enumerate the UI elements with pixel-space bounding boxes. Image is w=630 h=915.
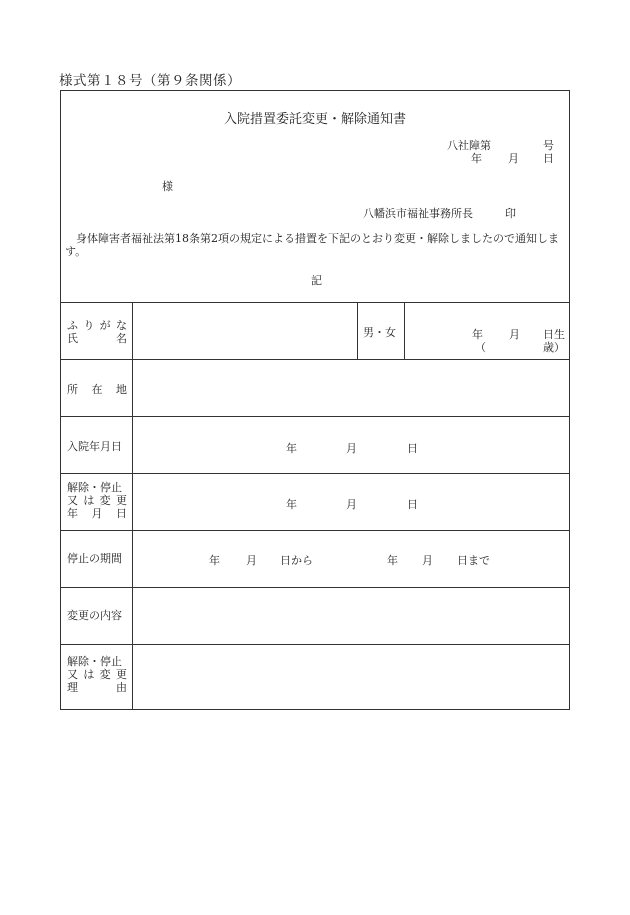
admission-day: 日: [407, 442, 418, 455]
change-year: 年: [286, 498, 297, 511]
suspension-to-day: 日まで: [457, 554, 490, 567]
row-divider: [61, 644, 569, 645]
gender-select: 男・女: [363, 326, 396, 339]
furigana-label: ふ り が な 氏 名: [67, 319, 127, 345]
row-divider: [61, 587, 569, 588]
row-divider: [61, 530, 569, 531]
admission-year: 年: [286, 442, 297, 455]
row-divider: [61, 473, 569, 474]
row-divider: [61, 302, 569, 303]
suspension-from-day: 日から: [280, 554, 313, 567]
seal-mark: 印: [505, 207, 516, 220]
address-label: 所 在 地: [67, 383, 127, 396]
change-month: 月: [346, 498, 357, 511]
ki-label: 記: [311, 274, 322, 287]
change-day: 日: [407, 498, 418, 511]
form-number: 様式第１８号（第９条関係）: [59, 73, 241, 89]
suspension-to-year: 年: [387, 554, 398, 567]
suspension-from-month: 月: [246, 554, 257, 567]
admission-month: 月: [346, 442, 357, 455]
issuer-name: 八幡浜市福祉事務所長: [363, 207, 473, 220]
date-month: 月: [508, 152, 519, 165]
row-divider: [61, 359, 569, 360]
birth-month: 月: [509, 328, 520, 341]
birth-year: 年: [472, 328, 483, 341]
addressee-suffix: 様: [162, 180, 173, 193]
doc-number-prefix: 八社障第: [447, 139, 491, 152]
notice-body: 身体障害者福祉法第18条第2項の規定による措置を下記のとおり変更・解除しましたので通知します。: [65, 232, 559, 258]
age-close: 歳）: [543, 341, 565, 354]
document-title: 入院措置委託変更・解除通知書: [223, 112, 406, 127]
suspension-from-year: 年: [209, 554, 220, 567]
date-year: 年: [471, 152, 482, 165]
suspension-to-month: 月: [422, 554, 433, 567]
birth-day: 日生: [543, 328, 565, 341]
notice-form: [60, 90, 570, 710]
gender-column-divider: [357, 302, 358, 359]
admission-date-label: 入院年月日: [67, 440, 122, 453]
reason-label: 解除・停止 又 は 変 更 理 由: [67, 655, 127, 694]
label-column-divider: [132, 302, 133, 710]
age-open: （: [475, 341, 486, 354]
doc-number-suffix: 号: [543, 139, 554, 152]
change-content-label: 変更の内容: [67, 609, 122, 622]
suspension-period-label: 停止の期間: [67, 552, 122, 565]
date-day: 日: [543, 152, 554, 165]
row-divider: [61, 416, 569, 417]
birth-column-divider: [404, 302, 405, 359]
change-date-label: 解除・停止 又 は 変 更 年 月 日: [67, 481, 127, 520]
